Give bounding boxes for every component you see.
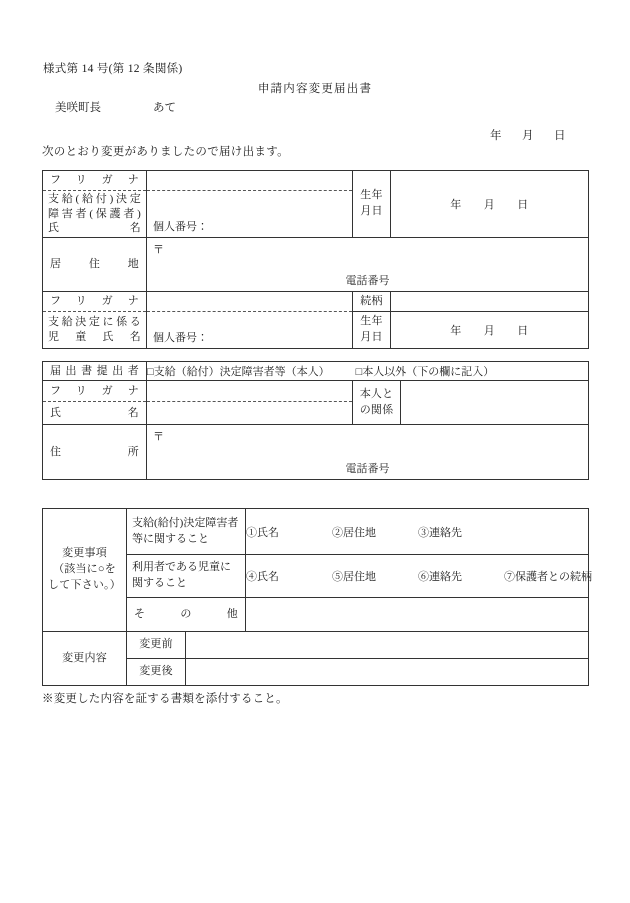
child-name-label-line-2: 児 童 氏 名 bbox=[48, 331, 141, 343]
document-title: 申請内容変更届出書 bbox=[257, 83, 373, 95]
table-row bbox=[43, 238, 589, 292]
change-items-label-line-2: （該当に○を bbox=[53, 563, 116, 576]
submitter-address-input-cell[interactable] bbox=[147, 425, 589, 480]
relation-label-cell bbox=[353, 292, 391, 312]
birth-label-cell bbox=[353, 171, 391, 238]
date-year-label: 年 bbox=[490, 130, 502, 142]
child-name-input-cell[interactable] bbox=[147, 312, 353, 349]
applicant-name-label-line-3: 氏 名 bbox=[48, 222, 141, 235]
change-items-label-line-3: して下さい。） bbox=[48, 578, 121, 591]
table-row bbox=[43, 381, 589, 402]
change-options-1-cell bbox=[246, 509, 589, 555]
furigana-input-cell[interactable] bbox=[147, 171, 353, 191]
submitter-address-label-cell bbox=[43, 425, 147, 480]
applicant-name-input-cell[interactable] bbox=[147, 191, 353, 238]
child-furigana-label-cell bbox=[43, 292, 147, 312]
submitter-option-self[interactable]: □支給（給付）決定障害者等（本人） bbox=[147, 366, 330, 378]
relation-to-self-line-2: の関係 bbox=[359, 403, 394, 416]
postal-mark: 〒 bbox=[153, 244, 164, 256]
birth-month-label: 月 bbox=[483, 199, 496, 211]
submitter-label: 届出書提出者 bbox=[50, 364, 139, 377]
relation-input-cell[interactable] bbox=[391, 292, 589, 312]
footnote: ※変更した内容を証する書類を添付すること。 bbox=[42, 693, 288, 705]
table-row bbox=[43, 509, 589, 555]
change-option-1-3[interactable]: ③連絡先 bbox=[418, 526, 463, 539]
submitter-address-label: 住所 bbox=[50, 445, 139, 458]
birth-year-label: 年 bbox=[450, 199, 462, 211]
birth-label-line-2: 月日 bbox=[360, 205, 383, 217]
submitter-name-label-cell bbox=[43, 402, 147, 425]
change-category-2-label: 利用者である児童に関すること bbox=[132, 561, 231, 589]
submitter-name-input-cell[interactable] bbox=[147, 402, 353, 425]
submitter-name-label: 氏名 bbox=[50, 406, 139, 419]
residence-label-cell bbox=[43, 238, 147, 292]
child-birth-month-label: 月 bbox=[483, 325, 496, 337]
table-row bbox=[43, 292, 589, 312]
change-option-2-1[interactable]: ④氏名 bbox=[246, 571, 280, 583]
residence-input-cell[interactable] bbox=[147, 238, 589, 292]
change-category-2-cell bbox=[127, 555, 246, 598]
table-row bbox=[43, 362, 589, 381]
change-content-label-cell bbox=[43, 632, 127, 686]
child-name-label-line-1: 支給決定に係る bbox=[48, 316, 141, 329]
table-row bbox=[43, 171, 589, 191]
birth-date-cell[interactable] bbox=[391, 171, 589, 238]
change-items-label-cell bbox=[43, 509, 127, 632]
child-birth-year-label: 年 bbox=[450, 325, 462, 337]
child-birth-date-cell[interactable] bbox=[391, 312, 589, 349]
submitter-table bbox=[42, 361, 589, 480]
change-option-2-3[interactable]: ⑥連絡先 bbox=[418, 571, 463, 583]
child-my-number-label: 個人番号： bbox=[153, 332, 208, 344]
relation-label: 続柄 bbox=[360, 294, 383, 307]
birth-day-label: 日 bbox=[517, 199, 529, 211]
recipient-line bbox=[55, 99, 176, 115]
change-options-3-cell[interactable] bbox=[246, 598, 589, 632]
relation-to-self-input-cell[interactable] bbox=[401, 381, 589, 425]
before-value-cell[interactable] bbox=[186, 632, 589, 659]
submitter-phone-label: 電話番号 bbox=[345, 463, 390, 475]
phone-label: 電話番号 bbox=[345, 275, 390, 287]
recipient-suffix: あて bbox=[153, 102, 176, 114]
table-row bbox=[43, 425, 589, 480]
after-label: 変更後 bbox=[139, 665, 173, 678]
applicant-name-label-cell bbox=[43, 191, 147, 238]
child-furigana-label: フリガナ bbox=[50, 295, 139, 308]
applicant-table bbox=[42, 170, 589, 349]
recipient-name: 美咲町長 bbox=[55, 102, 101, 114]
after-label-cell bbox=[127, 659, 186, 686]
child-birth-label-line-2: 月日 bbox=[360, 331, 383, 343]
date-line bbox=[490, 127, 566, 143]
furigana-label-cell bbox=[43, 171, 147, 191]
table-row bbox=[43, 312, 589, 349]
birth-label-line-1: 生年 bbox=[360, 189, 383, 202]
before-label-cell bbox=[127, 632, 186, 659]
change-category-3-cell bbox=[127, 598, 246, 632]
change-table bbox=[42, 508, 593, 686]
table-row bbox=[43, 632, 589, 659]
date-day-label: 日 bbox=[554, 130, 566, 142]
change-option-2-2[interactable]: ⑤居住地 bbox=[332, 571, 377, 583]
change-content-label: 変更内容 bbox=[62, 651, 107, 664]
date-month-label: 月 bbox=[522, 130, 534, 142]
applicant-name-label-line-1: 支給(給付)決定 bbox=[48, 192, 141, 205]
submitter-furigana-label-cell bbox=[43, 381, 147, 402]
change-option-2-4[interactable]: ⑦保護者との続柄 bbox=[504, 571, 593, 583]
change-category-3-label: その他 bbox=[134, 608, 239, 621]
before-label: 変更前 bbox=[139, 638, 173, 651]
intro-text: 次のとおり変更がありましたので届け出ます。 bbox=[42, 146, 289, 158]
postal-mark: 〒 bbox=[153, 431, 164, 443]
change-option-1-1[interactable]: ①氏名 bbox=[246, 526, 280, 539]
change-category-1-cell bbox=[127, 509, 246, 555]
submitter-furigana-label: フリガナ bbox=[50, 384, 139, 397]
after-value-cell[interactable] bbox=[186, 659, 589, 686]
relation-to-self-line-1: 本人と bbox=[359, 387, 394, 400]
child-birth-day-label: 日 bbox=[517, 325, 529, 337]
change-category-1-label: 支給(給付)決定障害者等に関すること bbox=[132, 516, 239, 545]
my-number-label: 個人番号： bbox=[153, 221, 208, 233]
child-furigana-input-cell[interactable] bbox=[147, 292, 353, 312]
submitter-option-other[interactable]: □本人以外（下の欄に記入） bbox=[355, 366, 495, 378]
form-number: 様式第 14 号(第 12 条関係) bbox=[43, 63, 183, 75]
submitter-options-cell bbox=[147, 362, 589, 381]
submitter-label-cell bbox=[43, 362, 147, 381]
relation-to-self-label-cell bbox=[353, 381, 401, 425]
child-birth-label-cell bbox=[353, 312, 391, 349]
furigana-label: フリガナ bbox=[50, 174, 139, 187]
submitter-furigana-input-cell[interactable] bbox=[147, 381, 353, 402]
applicant-name-label-line-2: 障害者(保護者) bbox=[48, 207, 141, 220]
child-birth-label-line-1: 生年 bbox=[360, 315, 383, 328]
change-options-2-cell bbox=[246, 555, 593, 598]
change-option-1-2[interactable]: ②居住地 bbox=[332, 526, 377, 539]
child-name-label-cell bbox=[43, 312, 147, 349]
change-items-label-line-1: 変更事項 bbox=[62, 547, 107, 560]
residence-label: 居住地 bbox=[50, 258, 139, 271]
